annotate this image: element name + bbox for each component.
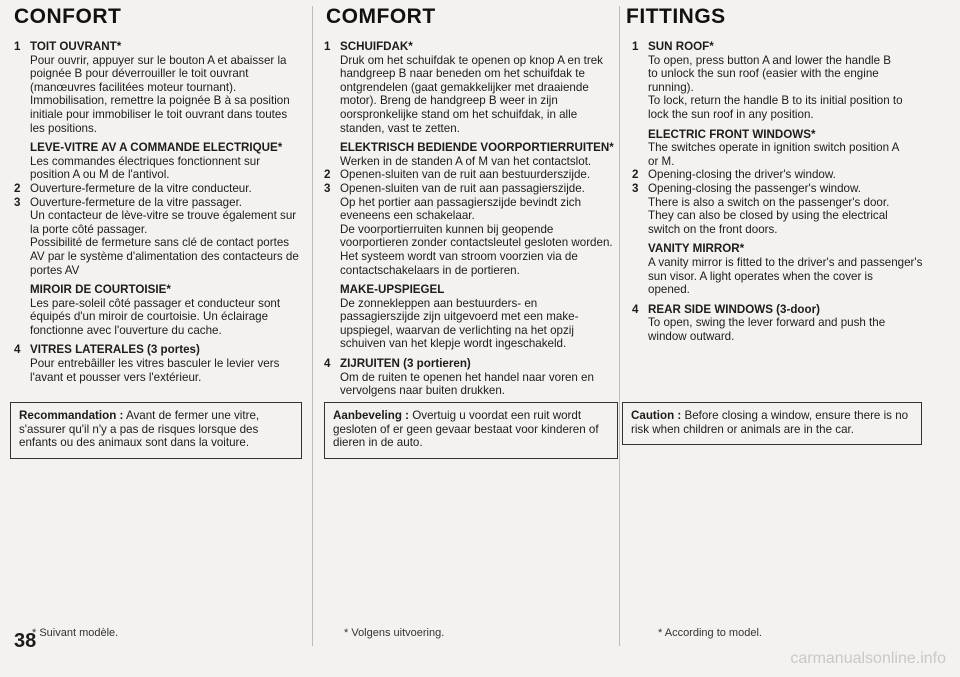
body-line: Ouverture-fermeture de la vitre conducteur.	[30, 181, 252, 195]
body-line: oorspronkelijke stand om het schuifdak, in alle	[340, 107, 578, 121]
box-label: Caution :	[631, 409, 682, 422]
section-item	[626, 303, 946, 344]
body-line: lock the sun roof in any position.	[648, 107, 814, 121]
body-line: Les pare-soleil côté passager et conducteur sont	[30, 296, 281, 310]
body-line: ontgrendelen (gaat gemakkelijker met draaiende	[340, 80, 589, 94]
body-line: Opening-closing the driver's window.	[648, 168, 836, 182]
section-number: 1	[14, 40, 21, 53]
footnote: * According to model.	[658, 627, 762, 639]
section-item	[8, 343, 308, 384]
section-heading: SCHUIFDAK*	[340, 40, 413, 53]
page-title: FITTINGS	[626, 5, 726, 28]
section-item	[318, 283, 618, 351]
section-list	[318, 40, 618, 398]
body-line: Openen-sluiten van de ruit aan bestuurderszijde.	[340, 168, 591, 182]
body-line: fonctionne avec l'ouverture du cache.	[30, 323, 222, 337]
body-line: running).	[648, 80, 694, 94]
body-line: standen, vast te zetten.	[340, 121, 460, 135]
section-item	[318, 168, 618, 182]
section-number: 2	[632, 168, 639, 182]
body-line: poignée B pour déverrouiller le toit ouvrant	[30, 67, 249, 81]
body-line: sun visor. A light operates when the cover is	[648, 269, 873, 283]
footnote: * Volgens uitvoering.	[344, 627, 445, 639]
section-item	[8, 182, 308, 196]
section-heading: REAR SIDE WINDOWS (3-door)	[648, 302, 820, 316]
column-divider	[312, 6, 313, 646]
section-item	[8, 196, 308, 278]
body-line: Openen-sluiten van de ruit aan passagierszijde.	[340, 181, 585, 195]
body-line: voorportieren zonder contactsleutel gesloten worden.	[340, 236, 613, 250]
body-line: Werken in de standen A of M van het contactslot.	[340, 154, 592, 168]
body-line: Les commandes électriques fonctionnent sur	[30, 154, 261, 168]
body-line: l'avant et pousser vers l'extérieur.	[30, 370, 202, 384]
body-line: To open, press button A and lower the handle B	[648, 53, 891, 67]
body-line: Pour entrebâiller les vitres basculer le levier vers	[30, 357, 280, 371]
section-number: 3	[632, 181, 639, 195]
body-line: To lock, return the handle B to its initial position to	[648, 94, 903, 108]
section-heading: MAKE-UPSPIEGEL	[340, 283, 445, 297]
section-number: 2	[14, 181, 21, 195]
section-number: 4	[632, 302, 639, 316]
recommendation-box	[324, 402, 618, 459]
recommendation-box	[10, 402, 302, 459]
section-heading: SUN ROOF*	[648, 40, 714, 53]
body-line: initiale pour immobiliser le toit ouvrant dans toutes	[30, 107, 288, 121]
body-line: They can also be closed by using the electrical	[648, 209, 888, 223]
section-item	[8, 141, 308, 182]
body-line: Pour ouvrir, appuyer sur le bouton A et abaisser la	[30, 53, 287, 67]
footnote: * Suivant modèle.	[32, 627, 119, 639]
section-item	[8, 283, 308, 337]
watermark: carmanualsonline.info	[790, 650, 946, 667]
page-number: 38	[14, 630, 37, 652]
body-line: Om de ruiten te openen het handel naar voren en	[340, 370, 594, 384]
body-line: Possibilité de fermeture sans clé de contact portes	[30, 236, 290, 250]
section-list	[8, 40, 308, 384]
body-line: upspiegel, waarvan de verlichting na het opzij	[340, 323, 574, 337]
box-label: Aanbeveling :	[333, 409, 410, 422]
body-line: motor). Breng de handgreep B weer in zijn	[340, 94, 558, 108]
body-line: contactschakelaars in de portieren.	[340, 263, 520, 277]
section-number: 3	[14, 195, 21, 209]
section-item	[318, 357, 618, 398]
page-title: CONFORT	[14, 5, 122, 28]
body-line: Opening-closing the passenger's window.	[648, 181, 861, 195]
body-line: Un contacteur de lève-vitre se trouve également sur	[30, 209, 297, 223]
section-item	[626, 128, 946, 169]
dutch-column	[318, 0, 620, 677]
page-title: COMFORT	[326, 5, 436, 28]
section-heading: ELECTRIC FRONT WINDOWS*	[648, 127, 816, 141]
body-line: or M.	[648, 154, 675, 168]
body-line: window outward.	[648, 329, 735, 343]
body-line: Ouverture-fermeture de la vitre passager.	[30, 195, 243, 209]
section-number: 1	[632, 40, 639, 53]
body-line: équipés d'un miroir de courtoisie. Un éclairage	[30, 310, 269, 324]
section-number: 4	[324, 357, 331, 371]
section-heading: MIROIR DE COURTOISIE*	[30, 283, 171, 297]
section-item	[626, 168, 946, 182]
section-number: 3	[324, 181, 331, 195]
section-number: 4	[14, 343, 21, 357]
section-number: 1	[324, 40, 331, 53]
body-line: There is also a switch on the passenger's door.	[648, 195, 890, 209]
section-item	[626, 242, 946, 296]
section-item	[318, 182, 618, 277]
box-label: Recommandation :	[19, 409, 124, 422]
body-line: to unlock the sun roof (easier with the engine	[648, 67, 879, 81]
body-line: position A ou M de l'antivol.	[30, 168, 170, 182]
body-line: Immobilisation, remettre la poignée B à sa position	[30, 94, 290, 108]
body-line: The switches operate in ignition switch position A	[648, 141, 900, 155]
section-number: 2	[324, 168, 331, 182]
section-item	[626, 182, 946, 236]
body-line: portes AV	[30, 263, 80, 277]
body-line: (manœuvres facilitées moteur tournant).	[30, 80, 237, 94]
body-line: To open, swing the lever forward and push the	[648, 316, 886, 330]
body-line: les positions.	[30, 121, 98, 135]
body-line: opened.	[648, 283, 690, 297]
section-heading: ELEKTRISCH BEDIENDE VOORPORTIERRUITEN*	[340, 141, 614, 155]
body-line: De zonnekleppen aan bestuurders- en	[340, 296, 538, 310]
body-line: la porte côté passager.	[30, 222, 148, 236]
box-text: Before closing a window, ensure there is no risk when children or animals are in the car.	[631, 409, 909, 436]
body-line: Druk om het schuifdak te openen op knop A en trek	[340, 53, 603, 67]
box-text: Avant de fermer une vitre, s'assurer qu'il n'y a pas de risques lorsque des enfants ou des animaux sont dans la voiture.	[19, 409, 260, 450]
section-heading: ZIJRUITEN (3 portieren)	[340, 357, 471, 371]
section-item	[318, 141, 618, 168]
body-line: vervolgens naar buiten drukken.	[340, 384, 505, 398]
body-line: A vanity mirror is fitted to the driver's and passenger's	[648, 255, 923, 269]
section-item	[626, 40, 946, 122]
body-line: Het systeem wordt van stroom voorzien via de	[340, 249, 578, 263]
section-item	[8, 40, 308, 135]
box-text: Overtuig u voordat een ruit wordt gesloten of er geen gevaar bestaat voor kinderen of dieren in de auto.	[333, 409, 599, 450]
body-line: passagierszijde zijn uitgevoerd met een make-	[340, 310, 579, 324]
body-line: schuiven van het klepje wordt ingeschakeld.	[340, 337, 567, 351]
body-line: switch on the front doors.	[648, 222, 778, 236]
section-heading: LEVE-VITRE AV A COMMANDE ELECTRIQUE*	[30, 141, 283, 155]
section-heading: VITRES LATERALES (3 portes)	[30, 343, 200, 357]
body-line: handgreep B naar beneden om het schuifdak te	[340, 67, 585, 81]
body-line: De voorportierruiten kunnen bij geopende	[340, 222, 554, 236]
body-line: AV par le système d'alimentation des contacteurs de	[30, 249, 299, 263]
section-list	[626, 40, 946, 343]
body-line: eveneens een schakelaar.	[340, 209, 475, 223]
section-item	[318, 40, 618, 135]
recommendation-box	[622, 402, 922, 445]
english-column	[626, 0, 960, 677]
body-line: Op het portier aan passagierszijde bevindt zich	[340, 195, 582, 209]
section-heading: VANITY MIRROR*	[648, 242, 745, 256]
french-column	[0, 0, 312, 677]
section-heading: TOIT OUVRANT*	[30, 40, 122, 53]
